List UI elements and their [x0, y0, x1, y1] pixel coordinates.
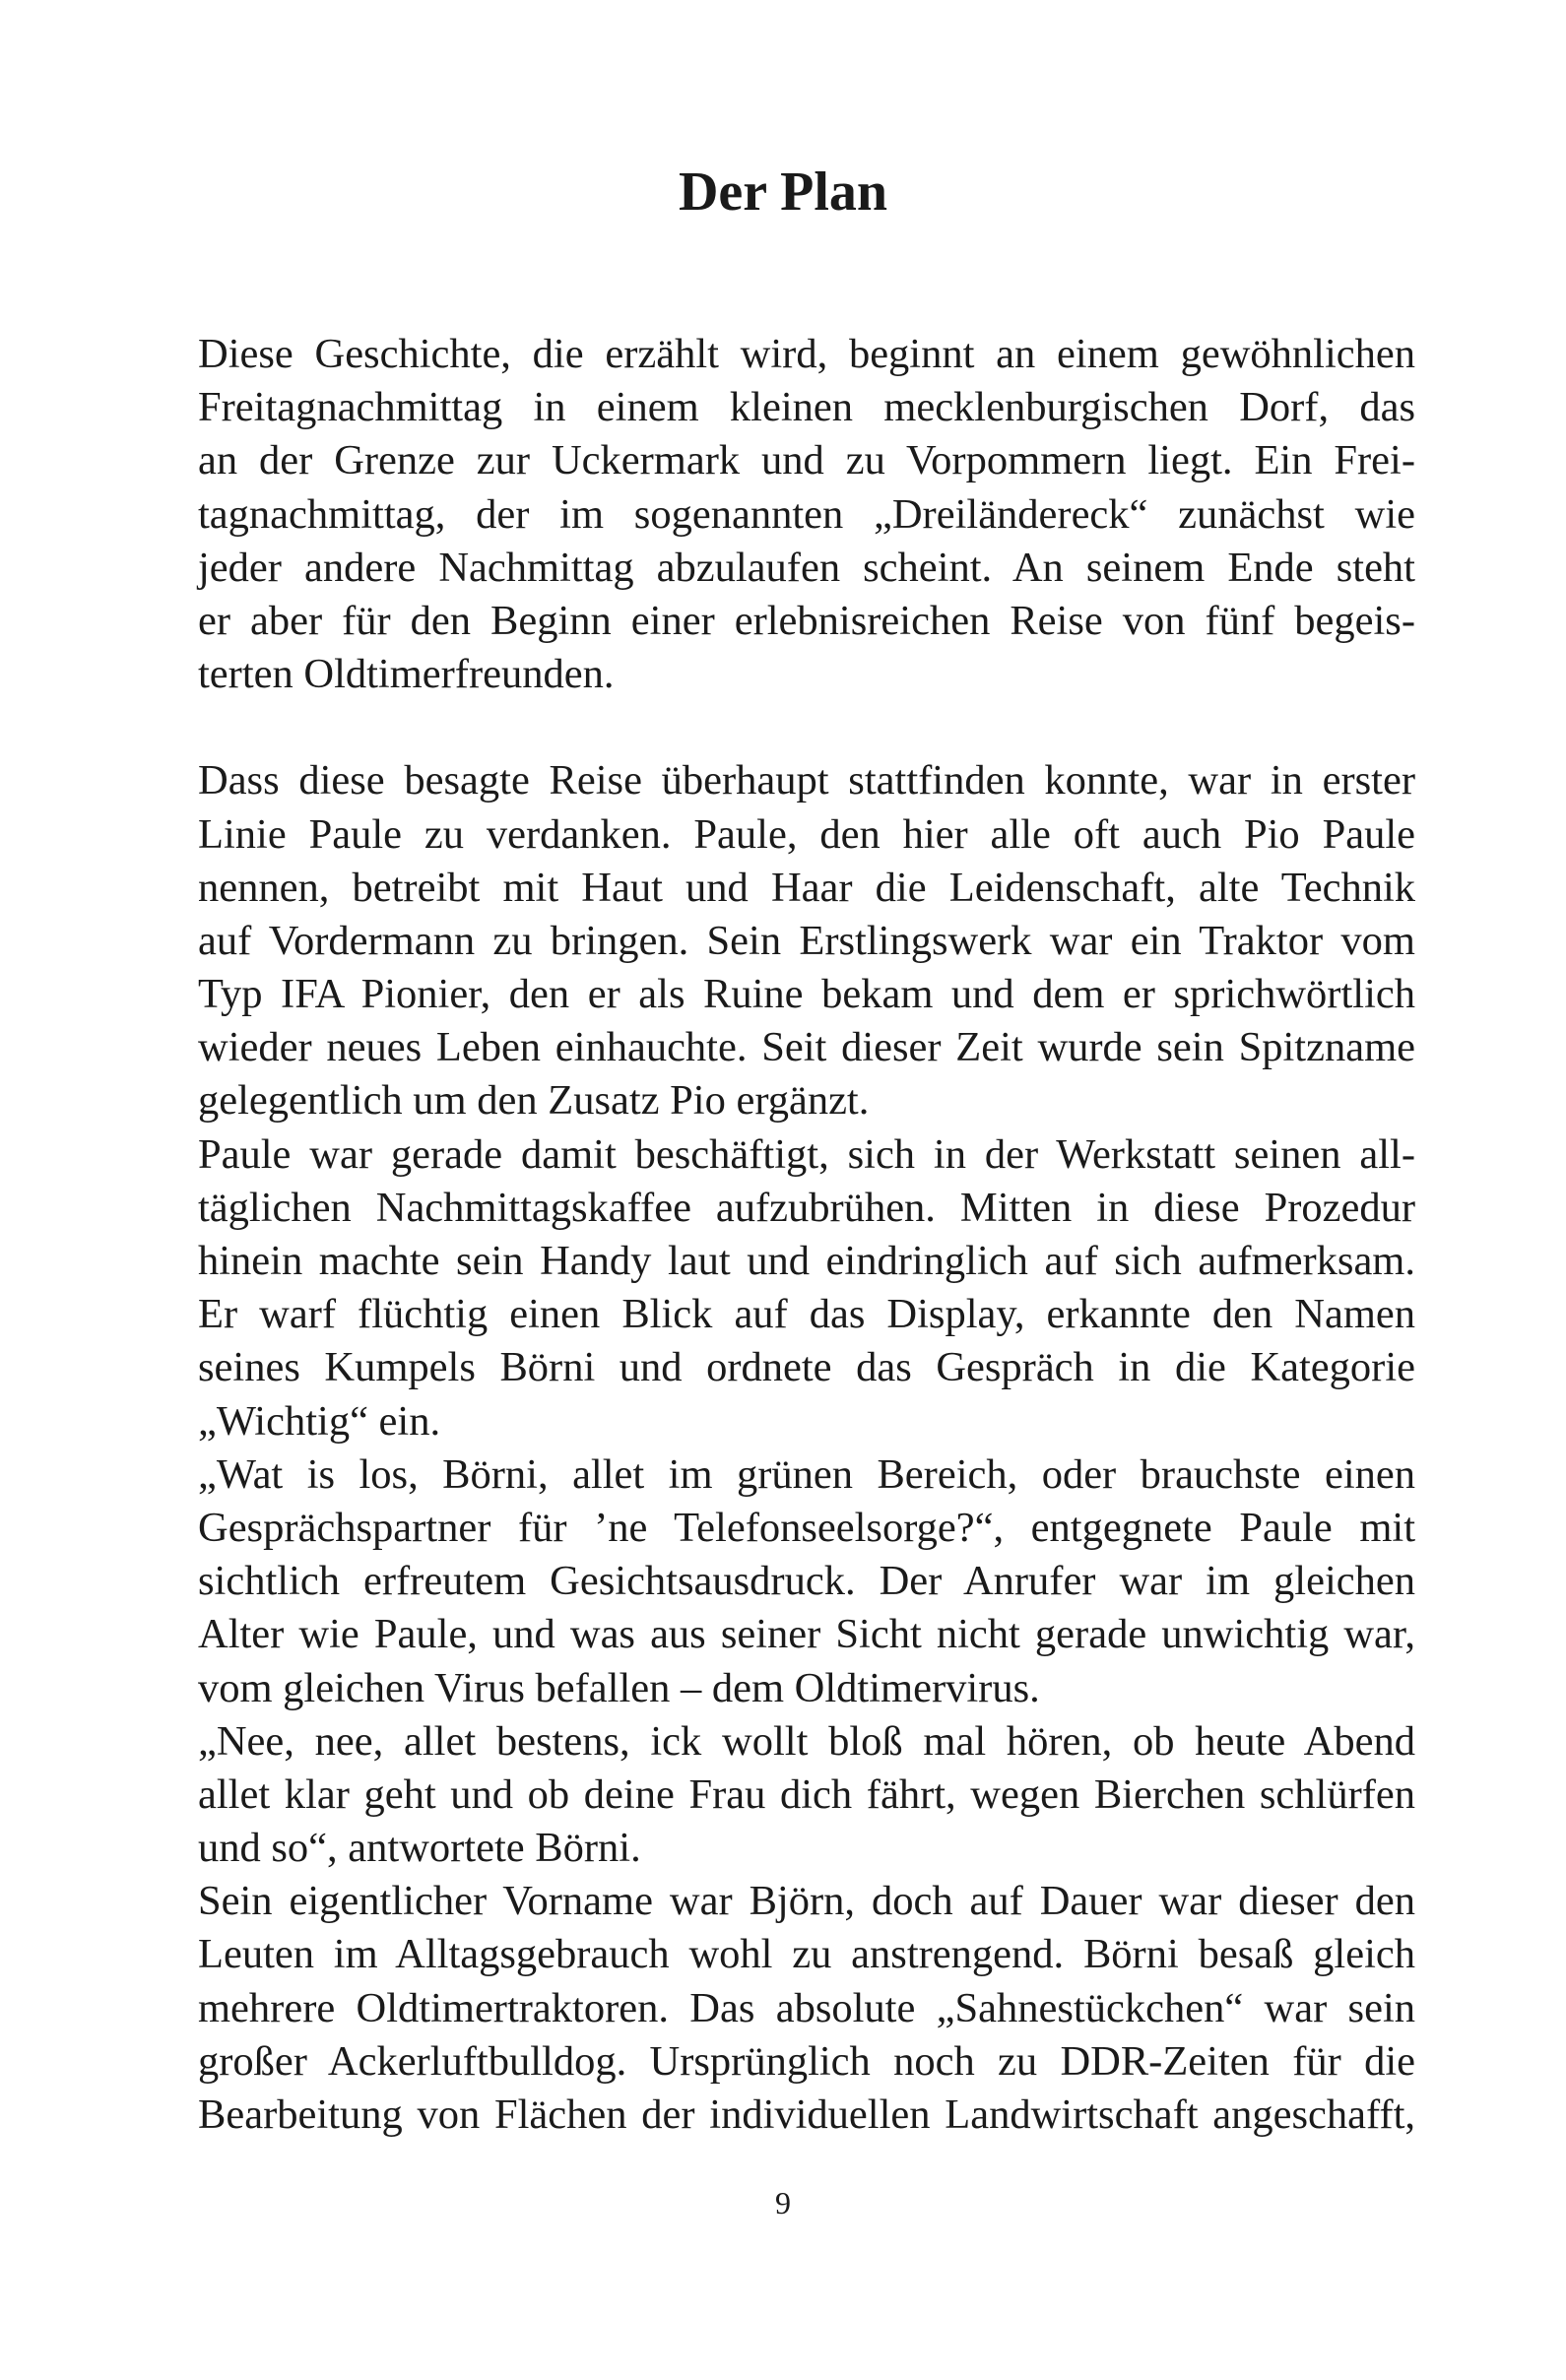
text-line: jeder andere Nachmittag abzulaufen scheint. An seinem Ende steht [198, 544, 1415, 591]
text-line: wieder neues Leben einhauchte. Seit dieser Zeit wurde sein Spitzname [198, 1024, 1415, 1071]
text-line: an der Grenze zur Uckermark und zu Vorpommern liegt. Ein Frei- [198, 437, 1415, 484]
body-text [198, 328, 1415, 2142]
text-line: Paule war gerade damit beschäftigt, sich in der Werkstatt seinen all- [198, 1130, 1415, 1178]
paragraph [198, 1715, 1415, 1876]
text-line: Bearbeitung von Flächen der individuellen Landwirtschaft angeschafft, [198, 2091, 1415, 2138]
text-line: auf Vordermann zu bringen. Sein Erstlingswerk war ein Traktor vom [198, 917, 1415, 964]
text-line: Gesprächspartner für ’ne Telefonseelsorge?“, entgegnete Paule mit [198, 1504, 1415, 1551]
paragraph [198, 1448, 1415, 1715]
text-line: Diese Geschichte, die erzählt wird, beginnt an einem gewöhnlichen [198, 331, 1415, 377]
text-line: hinein machte sein Handy laut und eindringlich auf sich aufmerksam. [198, 1238, 1415, 1284]
paragraph [198, 1875, 1415, 2142]
text-line: gelegentlich um den Zusatz Pio ergänzt. [198, 1077, 870, 1125]
text-line: allet klar geht und ob deine Frau dich fährt, wegen Bierchen schlürfen [198, 1770, 1415, 1818]
text-line: täglichen Nachmittagskaffee aufzubrühen. Mitten in diese Prozedur [198, 1184, 1415, 1231]
paragraph [198, 328, 1415, 701]
text-line: Typ IFA Pionier, den er als Ruine bekam und dem er sprichwörtlich [198, 971, 1415, 1018]
text-line: mehrere Oldtimertraktoren. Das absolute „Sahnestückchen“ war sein [198, 1984, 1415, 2031]
paragraph [198, 754, 1415, 1127]
text-line: Leuten im Alltagsgebrauch wohl zu anstrengend. Börni besaß gleich [198, 1931, 1415, 1978]
text-line: Freitagnachmittag in einem kleinen mecklenburgischen Dorf, das [198, 384, 1415, 431]
text-line: vom gleichen Virus befallen – dem Oldtimervirus. [198, 1664, 1040, 1711]
text-line: nennen, betreibt mit Haut und Haar die Leidenschaft, alte Technik [198, 864, 1415, 911]
page-number: 9 [775, 2185, 791, 2220]
text-line: terten Oldtimerfreunden. [198, 651, 615, 698]
text-line: tagnachmittag, der im sogenannten „Dreiländereck“ zunächst wie [198, 490, 1415, 538]
paragraph-gap [198, 701, 1415, 754]
text-line: seines Kumpels Börni und ordnete das Gespräch in die Kategorie [198, 1344, 1415, 1391]
paragraph [198, 1128, 1415, 1448]
text-line: großer Ackerluftbulldog. Ursprünglich noch zu DDR-Zeiten für die [198, 2037, 1415, 2085]
text-line: sichtlich erfreutem Gesichtsausdruck. Der Anrufer war im gleichen [198, 1558, 1415, 1605]
text-line: „Wichtig“ ein. [198, 1397, 441, 1445]
text-line: er aber für den Beginn einer erlebnisreichen Reise von fünf begeis- [198, 597, 1415, 644]
text-line: Sein eigentlicher Vorname war Björn, doch auf Dauer war dieser den [198, 1878, 1415, 1925]
text-line: „Wat is los, Börni, allet im grünen Bereich, oder brauchste einen [198, 1450, 1415, 1498]
text-line: „Nee, nee, allet bestens, ick wollt bloß mal hören, ob heute Abend [198, 1717, 1415, 1765]
text-line: Dass diese besagte Reise überhaupt stattfinden konnte, war in erster [198, 757, 1415, 804]
text-line: Linie Paule zu verdanken. Paule, den hier alle oft auch Pio Paule [198, 810, 1415, 858]
text-line: und so“, antwortete Börni. [198, 1825, 641, 1872]
text-line: Alter wie Paule, und was aus seiner Sicht nicht gerade unwichtig war, [198, 1611, 1415, 1658]
text-line: Er warf flüchtig einen Blick auf das Display, erkannte den Namen [198, 1291, 1415, 1338]
chapter-title: Der Plan [678, 161, 888, 223]
